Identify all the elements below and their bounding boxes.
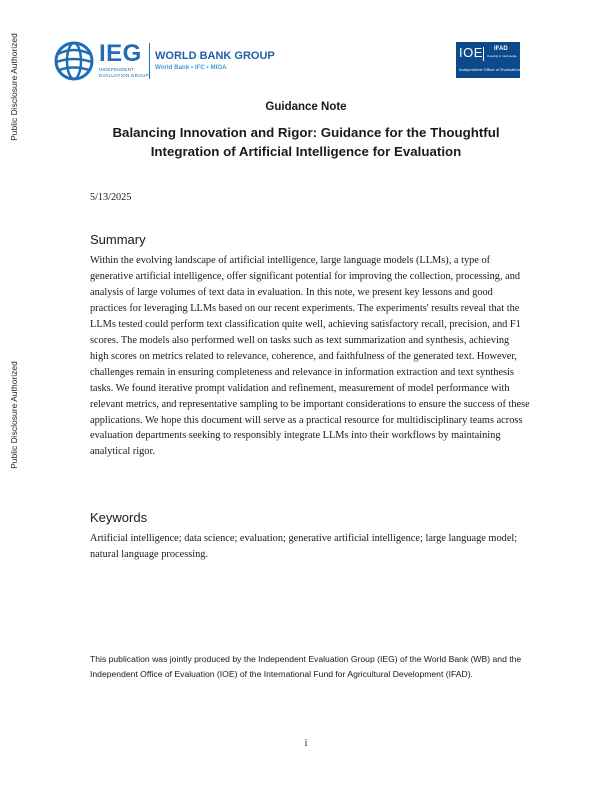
world-bank-group-members: World Bank • IFC • MIGA <box>155 64 227 71</box>
page-number: i <box>304 738 308 749</box>
ieg-wordmark: IEG <box>99 40 142 67</box>
ioe-ifad-logo <box>456 42 520 78</box>
disclosure-label-text: Public Disclosure Authorized <box>9 33 19 141</box>
ifad-wordmark: IFAD <box>494 46 508 52</box>
disclosure-label-text: Public Disclosure Authorized <box>9 361 19 469</box>
publication-credit: This publication was jointly produced by the Independent Evaluation Group (IEG) of the World Bank (WB) and the Independent Office of Evaluation (IOE) of the International Fund for Agricultural Development (IFAD). <box>90 654 522 679</box>
ioe-logo-divider <box>483 47 484 61</box>
ieg-subtitle: INDEPENDENT EVALUATION GROUP <box>99 67 149 78</box>
document-date: 5/13/2025 <box>90 192 132 203</box>
document-type: Guidance Note <box>265 101 347 113</box>
ieg-world-bank-logo <box>54 40 275 83</box>
ifad-tagline: Investing in rural people <box>487 54 517 58</box>
document-title: Balancing Innovation and Rigor: Guidance for the Thoughtful Integration of Artificial Intelligence for Evaluation <box>112 125 500 159</box>
logo-divider <box>149 43 150 79</box>
keywords-heading: Keywords <box>90 510 148 525</box>
ioe-subtitle: Independent Office of Evaluation <box>459 67 521 72</box>
summary-paragraph: Within the evolving landscape of artificial intelligence, large language models (LLMs), a type of generative artificial intelligence, offer significant potential for improving the collection, processing, and analysis of large volumes of text data in evaluation. In this note, we present key lessons and good practices for leveraging LLMs based on our recent experiments. The experiments' results reveal that the LLMs tested could perform text classification quite well, achieving satisfactory recall, precision, and F1 scores. The models also performed well on tasks such as text summarization and synthesis, achieving high scores on metrics related to relevance, coherence, and faithfulness of the generated text. However, challenges remain in ensuring completeness and relevance in information extraction and text synthesis tasks. We found iterative prompt validation and refinement, measurement of model performance with relevant metrics, and representative sampling to be important considerations to ensure the success of these applications. We hope this document will serve as a practical resource for multidisciplinary teams across evaluation departments seeking to responsibly integrate LLMs into their workflows by maintaining analytical rigor. <box>90 255 530 458</box>
world-bank-group-name: WORLD BANK GROUP <box>155 50 275 62</box>
ioe-wordmark: IOE <box>459 45 483 60</box>
globe-icon <box>54 41 94 81</box>
summary-heading: Summary <box>90 232 146 247</box>
keywords-paragraph: Artificial intelligence; data science; evaluation; generative artificial intelligence; large language model; natural language processing. <box>90 533 518 560</box>
